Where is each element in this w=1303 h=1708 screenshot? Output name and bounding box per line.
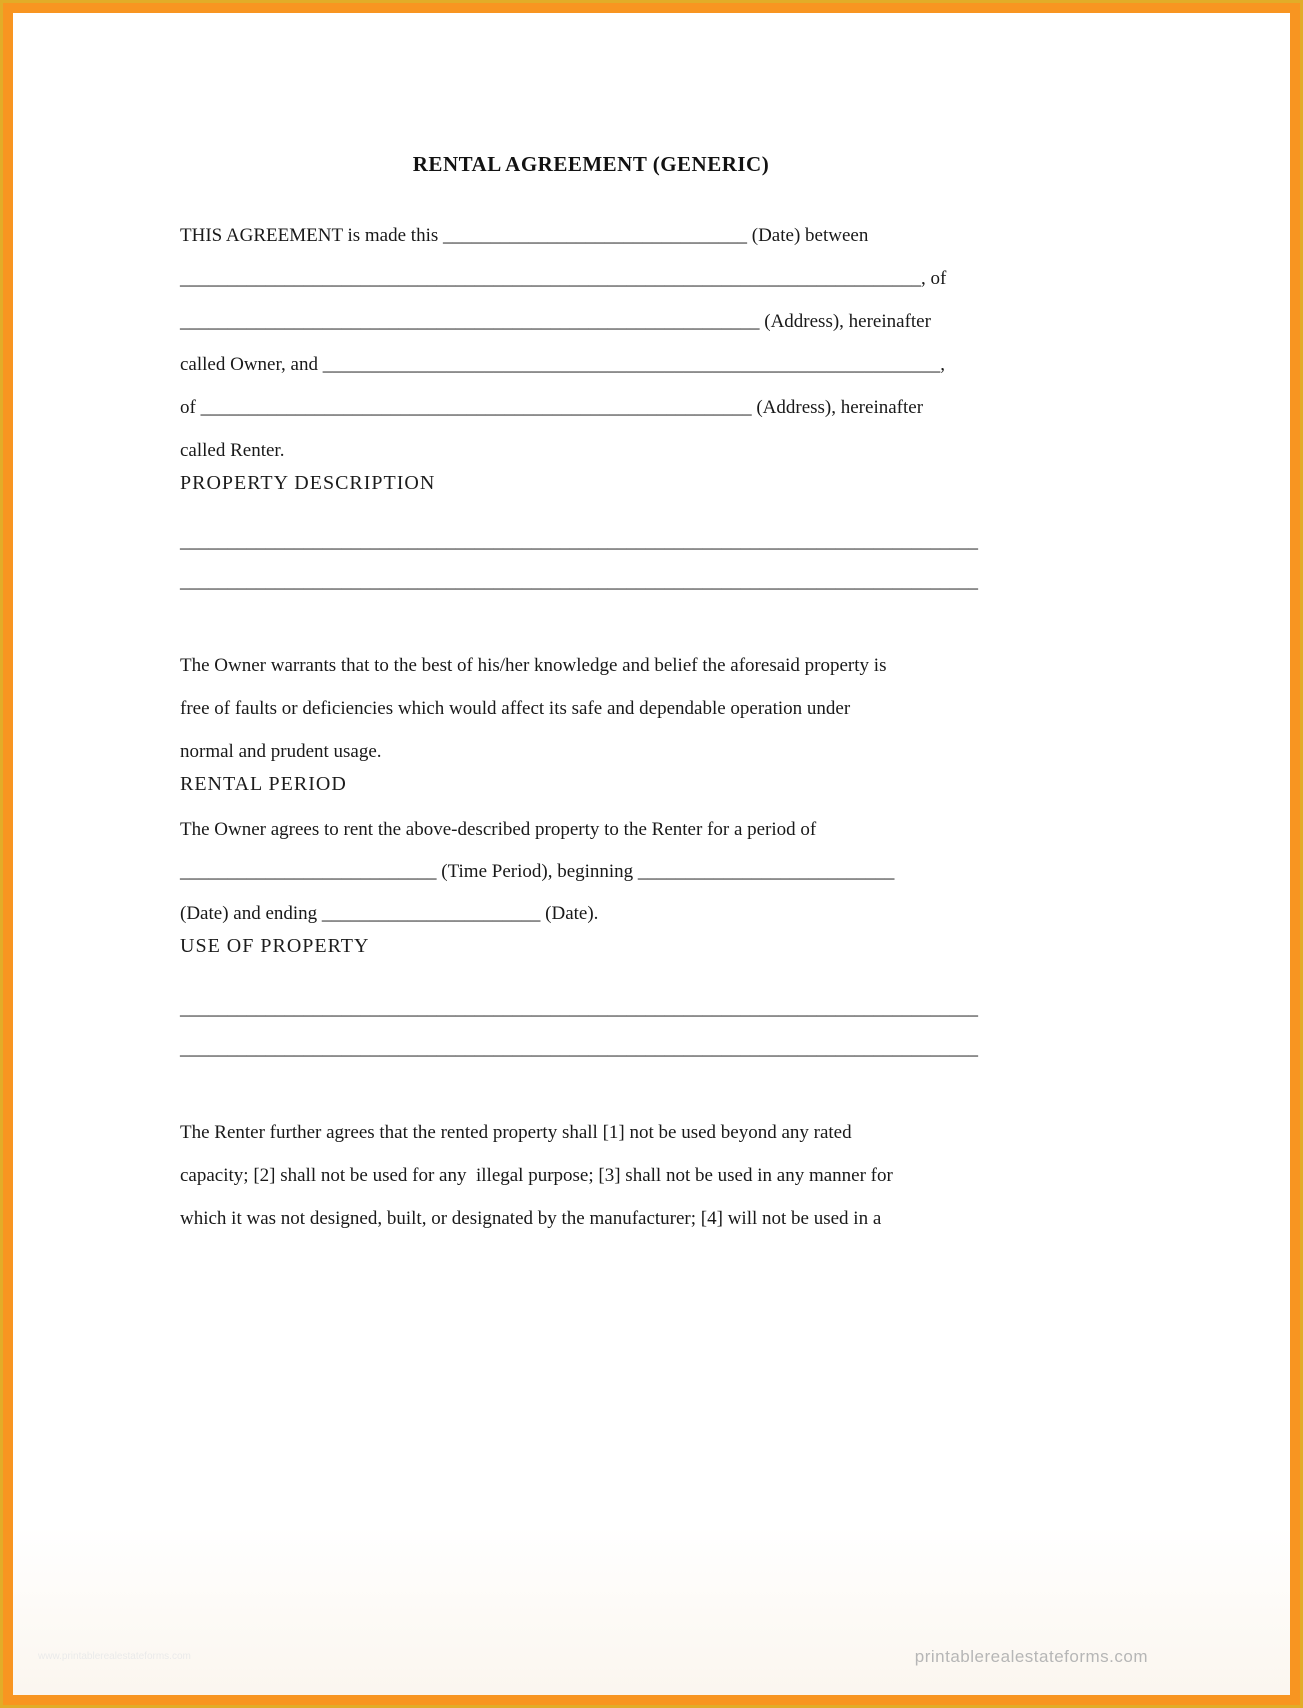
section-heading-use-of-property: USE OF PROPERTY <box>180 935 370 957</box>
blank-line: ____________________________________________________________________________________ <box>180 571 978 592</box>
blank-line: ____________________________________________________________________________________ <box>180 531 978 552</box>
intro-line: _____________________________________________________________ (Address), hereinafter <box>180 311 931 332</box>
renter-agrees-paragraph: The Renter further agrees that the rented property shall [1] not be used beyond any rated capacity; [2] shall not be used for any illegal purpose; [3] shall not be used in any manner for which it was not designed, built, or designated by the manufacturer; [4] will not be used in a <box>180 1122 893 1229</box>
rental-period-line: (Date) and ending _______________________ (Date). <box>180 903 599 924</box>
owner-warrants-paragraph: The Owner warrants that to the best of his/her knowledge and belief the aforesaid property is free of faults or deficiencies which would affect its safe and dependable operation under normal and prudent usage. <box>180 655 887 762</box>
watermark-text: www.printablerealestateforms.com <box>38 1651 191 1662</box>
use-of-property-blanks <box>180 989 1002 1069</box>
rental-period-paragraph <box>180 809 1002 935</box>
blank-line: ____________________________________________________________________________________ <box>180 998 978 1019</box>
intro-line: THIS AGREEMENT is made this ________________________________ (Date) between <box>180 225 869 246</box>
document-page <box>13 13 1290 1695</box>
intro-paragraph <box>180 214 1002 472</box>
intro-line: of __________________________________________________________ (Address), hereinafter <box>180 397 924 418</box>
intro-line: called Renter. <box>180 440 285 461</box>
property-description-blanks <box>180 522 1002 602</box>
section-heading-rental-period: RENTAL PERIOD <box>180 773 347 795</box>
rental-period-line: The Owner agrees to rent the above-described property to the Renter for a period of <box>180 819 817 840</box>
document-content <box>180 13 1002 1240</box>
section-heading-property-description: PROPERTY DESCRIPTION <box>180 472 436 494</box>
site-footer-text: printablerealestateforms.com <box>914 1647 1148 1666</box>
blank-line: ____________________________________________________________________________________ <box>180 1038 978 1059</box>
intro-line: called Owner, and _________________________________________________________________, <box>180 354 945 375</box>
intro-line: ______________________________________________________________________________, of <box>180 268 947 289</box>
rental-period-line: ___________________________ (Time Period), beginning ___________________________ <box>180 861 895 882</box>
document-title: RENTAL AGREEMENT (GENERIC) <box>412 152 770 176</box>
